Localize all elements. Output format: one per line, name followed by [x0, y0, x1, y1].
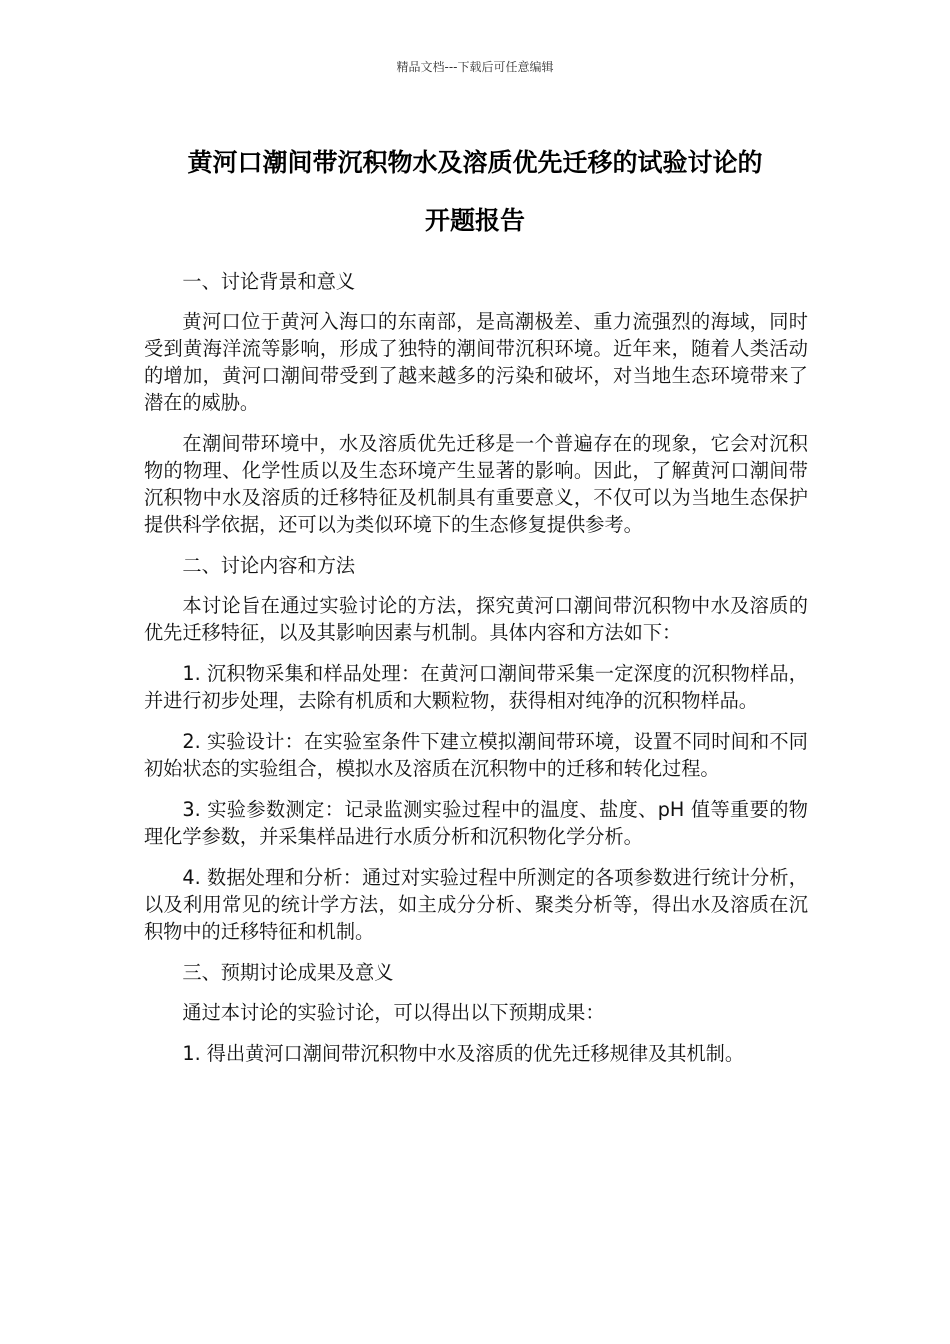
document-body: [144, 268, 808, 1081]
section-2-intro: 本讨论旨在通过实验讨论的方法，探究黄河口潮间带沉积物中水及溶质的优先迁移特征，以及其影响因素与机制。具体内容和方法如下：: [144, 594, 808, 644]
title-line-2: 开题报告: [424, 206, 525, 235]
section-3-intro: 通过本讨论的实验讨论，可以得出以下预期成果：: [182, 1001, 605, 1024]
document-title: [120, 134, 830, 250]
section-2-item-1: 1. 沉积物采集和样品处理：在黄河口潮间带采集一定深度的沉积物样品，并进行初步处理，去除有机质和大颗粒物，获得相对纯净的沉积物样品。: [144, 662, 808, 712]
section-2-heading: 二、讨论内容和方法: [182, 554, 356, 577]
section-2-item-4: 4. 数据处理和分析：通过对实验过程中所测定的各项参数进行统计分析，以及利用常见的统计学方法，如主成分分析、聚类分析等，得出水及溶质在沉积物中的迁移特征和机制。: [144, 866, 808, 943]
page-header-watermark: 精品文档---下载后可任意编辑: [396, 60, 554, 74]
section-1-heading: 一、讨论背景和意义: [182, 270, 356, 293]
section-2-item-3: 3. 实验参数测定：记录监测实验过程中的温度、盐度、pH 值等重要的物理化学参数，并采集样品进行水质分析和沉积物化学分析。: [144, 798, 808, 848]
section-3-item-1: 1. 得出黄河口潮间带沉积物中水及溶质的优先迁移规律及其机制。: [182, 1042, 745, 1065]
section-1-paragraph-2: 在潮间带环境中，水及溶质优先迁移是一个普遍存在的现象，它会对沉积物的物理、化学性质以及生态环境产生显著的影响。因此，了解黄河口潮间带沉积物中水及溶质的迁移特征及机制具有重要意义，不仅可以为当地生态保护提供科学依据，还可以为类似环境下的生态修复提供参考。: [144, 432, 808, 536]
title-line-1: 黄河口潮间带沉积物水及溶质优先迁移的试验讨论的: [187, 148, 763, 177]
section-2-item-2: 2. 实验设计：在实验室条件下建立模拟潮间带环境，设置不同时间和不同初始状态的实验组合，模拟水及溶质在沉积物中的迁移和转化过程。: [144, 730, 808, 780]
section-1-paragraph-1: 黄河口位于黄河入海口的东南部，是高潮极差、重力流强烈的海域，同时受到黄海洋流等影响，形成了独特的潮间带沉积环境。近年来，随着人类活动的增加，黄河口潮间带受到了越来越多的污染和破坏，对当地生态环境带来了潜在的威胁。: [144, 310, 808, 414]
section-3-heading: 三、预期讨论成果及意义: [182, 961, 394, 984]
